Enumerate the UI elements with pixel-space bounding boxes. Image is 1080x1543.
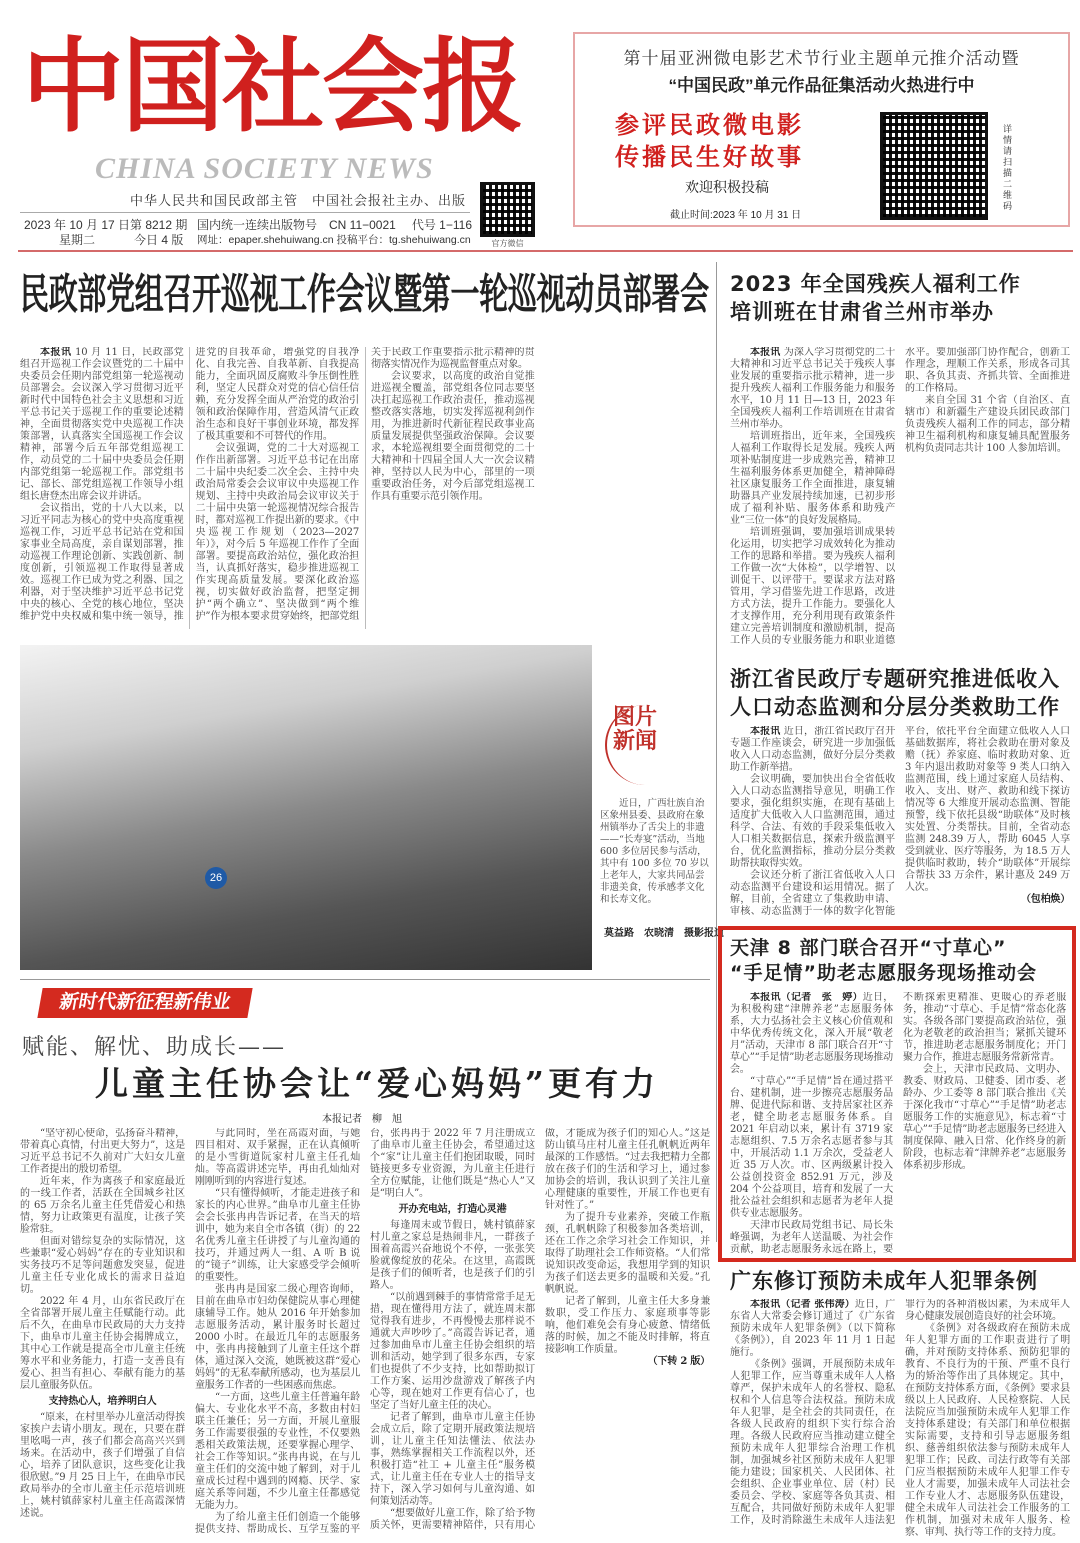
column-divider [716,262,717,1242]
tianjin-article-body [730,992,1066,1256]
paragraph: 《条例》对各级政府在预防未成年人犯罪方面的工作职责进行了明确，并对预防支持体系、预防犯罪的教育、不良行为的干预、严重不良行为的矫治等作出了具体规定。其中，在预防支持体系方面，《条例》要求县级以上人民政府、人民检察院、人民法院应当加强预防未成年人犯罪工作支持体系建设；有关部门和单位根据实际需要，支持和引导志愿服务组织、慈善组织依法参与预防未成年人犯罪工作；民政、司法行政等有关部门应当根据预防未成年人犯罪工作专业人才需要，加强未成年人司法社会工作专业人才、志愿服务队伍建设，健全未成年人司法社会工作服务的工作机制，加强对未成年人服务、检察、审判、执行等工作的支持力度。 [905,1323,1070,1538]
paragraph: 会议还分析了浙江省低收入人口动态监测平台建设和运用情况。据了解，目前，全省建立了集救助申请、审核、动态监测于一体的数字化智能平台，依托平台全面建立低收入人口基础数据库，将社会救助在册对象及赡（抚）养家庭、临时救助对象、近 3 年内退出救助对象等 9 类人口纳入监测范围，线上通过家庭人员结构、收入、支出、财产、救助和线下探访情况等 6 大维度开展动态监测、智能预警，线下依托县级“助联体”及时核实处置、分类帮扶。目前，全省动态监测 248.39 万人，帮助 6045 人享受到就业、医疗等服务，为 18.5 万人提供临时救助，转介“助联体”开展综合帮扶 33 万余件，累计惠及 249 万人次。 [730,726,1070,917]
paragraph: 会上，天津市民政局、文明办、教委、财政局、卫健委、团市委、老龄办、少工委等 8 部门联合推出《关于深化我市“寸草心”“手足情”助老志愿服务工作的实施意见》，标志着“寸草心”“手足情”助老志愿服务已经进入制度保障、融入日常、化作终身的新阶段，也标志着“津牌养老”志愿服务体系初步形成。 [903,1064,1066,1171]
lead: 本报讯（记者 张 婷） [750,992,863,1003]
date-block [24,218,130,248]
issue-block [130,218,187,248]
paragraph: “一方面，这些儿童主任普遍年龄偏大、专业化水平不高，多数由村妇联主任兼任；另一方面，开展儿童服务工作需要很强的专业性，不仅要熟悉相关政策法规，还要掌握心理学、社会工作等知识。”张冉冉说，在与儿童主任们的交流中她了解到，对于儿童成长过程中遇到的网瘾、厌学、家庭关系等问题，不少儿童主任都感觉无能为力。 [195,1392,360,1511]
disability-headline [730,270,1021,326]
paragraph: 天津市民政局党组书记、局长朱峰强调，为老年人送温暖、为社会作贡献，助老志愿服务永远在路上，要不断探索更精准、更暖心的养老服务，推动“寸草心、手足情”常态化落实。各级各部门要提高政治站位，强化为老敬老的政治担当；紧抓关键环节，推进助老志愿服务制度化；开门聚力合作，推进志愿服务常新常青。 [730,992,1066,1255]
page-count: 今日 4 版 [134,233,184,247]
photo-badge: 26 [205,867,227,889]
lead: 本报讯 [750,726,781,737]
headline-line: “手足情”助老志愿服务现场推动会 [730,962,1037,984]
date: 2023 年 10 月 17 日 [24,218,131,232]
headline-line: 培训班在甘肃省兰州市举办 [730,300,994,324]
paragraph: 但面对错综复杂的实际情况，这些兼职“爱心妈妈”存在的专业知识和实务技巧不足等问题愈发突显，促进儿童主任专业化成长的需求日益迫切。 [20,1236,185,1295]
paragraph: “想要做好儿童工作，除了给予物质关怀，更需要精神陪伴，只有用心做，才能成为孩子们的知心人。”这是防山镇马庄村儿童主任孔帆帆近两年最深的工作感悟。“过去我把精力全都放在孩子们的生活和学习上，通过参加协会的培训，我认识到了关注儿童心理健康的重要性，开展工作也更有针对性了。” [370,1128,710,1531]
tianjin-headline [730,936,1037,986]
issue-number: 第 8212 期 [130,218,188,232]
disability-article-body [730,347,1070,647]
children-subtitle: 赋能、解忧、助成长—— [22,1035,287,1060]
paragraph: 与此同时，坐在高霞对面，与她四目相对、双手紧握，正在认真倾听的是小雪街道阮家村儿童主任孔灿灿。等高霞讲述完毕，再由孔灿灿对刚刚听到的内容进行复述。 [195,1128,360,1187]
lead: 本报讯 [750,347,781,358]
paragraph: 来自全国 31 个省（自治区、直辖市）和新疆生产建设兵团民政部门负责残疾人福利工作的同志，部分精神卫生福利机构和康复辅具配置服务机构负责同志共计 100 人参加培训。 [905,395,1070,454]
paragraph: “以前遇到棘手的事情常常手足无措，现在懂得用方法了，就连周末都觉得我有进步，不再慢慢去那样说不通就大声吵吵了。”高霞告诉记者，通过参加曲阜市儿童主任协会组织的培训和活动，她学到了很多东西，专家们也提供了不少支持，比如帮助拟订工作方案、运用沙盘游戏了解孩子内心等，现在她对工作更有信心了，也坚定了当好儿童主任的决心。 [370,1292,535,1411]
sponsor-line: 中华人民共和国民政部主管 中国社会报社主办、出版 [130,194,467,209]
paragraph: “只有懂得倾听，才能走进孩子和家长的内心世界。”曲阜市儿童主任协会会长张冉冉告诉记者，在当天的培训中，她为来自全市各镇（街）的 22 名优秀儿童主任讲授了与儿童沟通的技巧，并通过两人一组、A 听 B 说的“镜子”训练，让大家感受学会倾听的重要性。 [195,1188,360,1283]
paragraph: 每逢周末或节假日，姚村镇薛家村儿童之家总是热闹非凡，一群孩子围着高霞兴奋地说个不停，一张张笑脸就像绽放的花朵。在这里，高霞既是孩子们的倾听者，也是孩子们的引路人。 [370,1220,535,1291]
main-article-body [20,347,710,629]
photo-caption: 近日，广西壮族自治区象州县委、县政府在象州镇举办了舌尖上的非遗——“长寿宴”活动，当地 600 多位居民参与活动，其中有 100 多位 70 岁以上老年人，大家共同品尝非遗美食，传承感孝文化和长寿文化。 [600,798,709,905]
cn-number: 国内统一连续出版物号 CN 11−0021 [197,218,396,232]
paragraph: 记者了解到，儿童主任大多身兼数职，受工作压力、家庭琐事等影响，他们难免会有身心疲惫、情绪低落的时候，加之不能及时排解，将直接影响工作质量。 [545,1296,710,1355]
children-headline: 儿童主任协会让“爱心妈妈”更有力 [95,1064,659,1103]
paragraph: 会议明确，要加快出台全省低收入人口动态监测指导意见，明确工作要求，强化组织实施，在现有基础上适度扩大低收入人口监测范围，通过科学、合法、有效的手段采集低收入人口相关数据信息，探索升级监测平台，优化监测指标，推动分层分类救助帮扶取得实效。 [730,774,895,869]
ad-deadline: 截止时间:2023 年 10 月 31 日 [670,210,802,221]
main-headline: 民政部党组召开巡视工作会议暨第一轮巡视动员部署会 [20,272,709,319]
paragraph: 近日，为积极构建“津牌养老”志愿服务体系，大力弘扬社会主义核心价值观和中华优秀传统文化，深入开展“敬老月”活动，天津市 8 部门联合召开“寸草心”“手足情”助老志愿服务现场推动会。 [730,992,893,1075]
headline-line: 天津 8 部门联合召开“寸草心” [730,937,1007,959]
website[interactable]: 网址：epaper.shehuiwang.cn 投稿平台：tg.shehuiwang.cn [197,234,471,246]
ad-scan-hint: 详情请扫描二维码 [1003,124,1013,211]
headline-line: 2023 年全国残疾人福利工作 [730,272,1021,296]
ad-welcome: 欢迎积极投稿 [685,179,769,195]
zhejiang-headline [730,665,1060,721]
divider [20,979,710,980]
paragraph: “寸草心”“手足情”旨在通过搭平台、建机制，进一步擦亮志愿服务品牌、促进代际和谐、支持居家社区养老，健全助老志愿服务体系。自 2021 年启动以来，累计有 3719 家志愿组织、7.5 万余名志愿者参与其中，开展活动 1.1 万余次，受益老人近 35 万人次。市、区两级累计投入公益创投资金 852.91 万元，涉及 204 个公益项目，培育和发展了一大批公益社会组织和志愿者为老年人提供专业志愿服务。 [730,1076,893,1219]
paragraph: “原来，在村里举办儿童活动得挨家挨户去请小朋友。现在，只要在群里吆喝一声，孩子们都会高高兴兴到场来。在活动中，孩子们增强了自信心，培养了团队意识，这些变化让我很欣慰。”9 月 25 日上午，在曲阜市民政局举办的全市儿童主任示范培训班上，姚村镇薛家村儿童主任高霞深情述说。 [20,1412,185,1519]
headline-line: 人口动态监测和分层分类救助工作 [730,695,1060,719]
lead: 本报讯 [40,347,72,358]
paragraph: 近日，浙江省民政厅召开专题工作座谈会，研究进一步加强低收入人口动态监测，做好分层分类救助工作新举措。 [730,726,895,773]
continued-note[interactable]: （下转 2 版） [647,1356,710,1367]
postal-code: 代号 1−116 [411,218,472,232]
paragraph: 记者了解到，曲阜市儿童主任协会成立后，除了定期开展政策法规培训，让儿童主任知法懂法、依法办事，熟练掌握相关工作流程以外，还积极打造“社工 + 儿童主任”服务模式，让儿童主任在专业人士的指导支持下，深入学习如何与儿童沟通、如何策划活动等。 [370,1412,535,1507]
paragraph: “坚守初心使命，弘扬奋斗精神，带着真心真情，付出更大努力”，这是习近平总书记不久前对广大妇女儿童工作者提出的殷切希望。 [20,1128,185,1175]
guangdong-headline: 广东修订预防未成年人犯罪条例 [730,1269,1038,1293]
film-festival-ad [573,32,1070,227]
wechat-qr-code[interactable] [480,182,535,237]
qr-label: 官方微信 [491,239,524,248]
newspaper-logo: 中国社会报 [22,27,522,147]
paragraph: 培训班强调，要加强培训成果转化运用，切实把学习成效转化为推动工作的思路和举措。要为残疾人福利工作做一次“大体检”，以学增智、以训促干、以评带干。要谋求方法对路管用，学习借鉴先进工作思路，改进方式方法，提升工作能力。要强化人才支撑作用，充分利用现有政策条件建立完善培训制度和激励机制，提高工作人员的专业服务能力和职业道德水平。要加强部门协作配合，创新工作理念，理顺工作关系，形成各司其职、各负其责、齐抓共管、全面推进的工作格局。 [730,347,1070,646]
zhejiang-credit: （包柏焕） [1021,894,1070,905]
children-article-body [20,1128,710,1538]
paragraph: 2022 年 4 月，山东省民政厅在全省部署开展儿童主任赋能行动。此后不久，在曲阜市民政局的大力支持下，曲阜市儿童主任协会揭牌成立，其中心工作就是提高全市儿童主任统筹水平和业务能力，打造一支善良有爱心、担当有担心、奉献有能力的基层儿童服务队伍。 [20,1296,185,1391]
lead: 本报讯（记者 张伟涛） [750,1299,855,1310]
ad-qr-code[interactable] [880,112,988,220]
headline-line: 浙江省民政厅专题研究推进低收入 [730,667,1060,691]
longevity-banquet-photo [20,645,592,970]
paragraph: 10 月 11 日，民政部党组召开巡视工作会议暨党的二十届中央委员会任期内部党组第一轮巡视动员部署会。会议深入学习贯彻习近平新时代中国特色社会主义思想和习近平总书记关于巡视工作的重要论述精神，全面贯彻落实党中央巡视工作决策部署，认真落实全国巡视工作会议精神，部署今后五年部党组巡视工作，动员党的二十届中央委员会任期内部党组第一轮巡视工作。部党组书记、部长、部党组巡视工作领导小组组长唐登杰出席会议并讲话。 [20,347,184,502]
paragraph: 为了给儿童主任们创造一个能够提供支持、帮助成长、互学互鉴的平台，张冉冉于 2022 年 7 月注册成立了曲阜市儿童主任协会，希望通过这个“家”让儿童主任们抱团取暖，同时链接更多专业资源，为儿童主任进行全方位赋能，让他们既是“热心人”又是“明白人”。 [195,1128,535,1535]
ad-line1: 第十届亚洲微电影艺术节行业主题单元推介活动暨 [623,49,1020,69]
paragraph: 《条例》强调，开展预防未成年人犯罪工作，应当尊重未成年人人格尊严，保护未成年人的名誉权、隐私权和个人信息等合法权益。预防未成年人犯罪，是全社会的共同责任，在各级人民政府的组织下实行综合治理。各级人民政府应当推动建立健全预防未成年人犯罪综合治理工作机制，加强城乡社区预防未成年人犯罪能力建设；国家机关、人民团体、社会组织、企业事业单位、居（村）民委员会、学校、家庭等各负其责、相互配合，共同做好预防未成年人犯罪工作，及时消除滋生未成年人违法犯罪行为的各种消极因素，为未成年人身心健康发展创造良好的社会环境。 [730,1299,1070,1526]
weekday: 星期二 [59,233,96,247]
guangdong-article-body [730,1299,1070,1539]
subheading: 支持热心人，培养明白人 [48,1396,157,1407]
ad-slogan-1: 参评民政微电影 [615,110,804,139]
section-banner: 新时代新征程新伟业 [37,988,252,1018]
paragraph: 为深入学习贯彻党的二十大精神和习近平总书记关于残疾人事业发展的重要指示批示精神，进一步提升残疾人福利工作服务能力和服务水平，10 月 11 日—13 日，2023 年全国残疾人福利工作培训班在甘肃省兰州市举办。 [730,347,895,430]
paragraph: 近日，广东省人大常委会修订通过了《广东省预防未成年人犯罪条例》（以下简称《条例》），自 2023 年 11 月 1 日起施行。 [730,1299,895,1358]
paragraph: 会议强调，党的二十大对巡视工作作出新部署。习近平总书记在出席二十届中央纪委二次全会、主持中央政治局常委会会议审议中央巡视工作规划、主持中央政治局会议审议关于二十届中央第一轮巡视情况综合报告时，都对巡视工作提出新的要求。《中央巡视工作规划（2023—2027 年）》，对今后 5 年巡视工作作了全面部署。要提高政治站位，强化政治担当，认真抓好落实，稳步推进巡视工作实现高质量发展。要深化政治巡视，切实做好政治监督，把坚定拥护“两个确立”、坚决做到“两个维护”作为根本要求贯穿始终，把部党组关于民政工作重要指示批示精神的贯彻落实情况作为巡视监督重点对象。 [195,347,535,622]
photo-credit: 莫益路 农晓清 摄影报道 [604,928,724,939]
children-byline: 本报记者 柳 旭 [322,1114,402,1125]
photo-news-stamp: 图片新闻 [605,705,663,785]
divider [20,212,470,213]
paragraph: 培训班指出，近年来，全国残疾人福利工作取得长足发展。残疾人两项补贴制度进一步成熟完善，精神卫生福利服务体系更加健全，精神障碍社区康复服务工作全面推进，康复辅助器具产业发展持续加速，已初步形成了福利补贴、服务体系和助残产业“三位一体”的良好发展格局。 [730,431,895,526]
ad-slogan-2: 传播民生好故事 [615,142,804,171]
masthead-divider [18,250,1073,252]
paragraph: 会议要求，以高度的政治自觉推进巡视全覆盖，部党组各位同志要坚决扛起巡视工作政治责任，推动巡视整改落实落地，切实发挥巡视利剑作用，为推进新时代新征程民政事业高质量发展提供坚强政治保障。会议要求，本轮巡视组要全面贯彻党的二十大精神和十四届全国人大一次会议精神，坚持以人民为中心，部里的一项重要政治任务，对今后部党组巡视工作具有重要示范引领作用。 [371,371,535,502]
paragraph: 会议指出，党的十八大以来，以习近平同志为核心的党中央高度重视巡视工作，习近平总书记站在党和国家事业全局高度，亲自谋划部署，推动巡视工作理论创新、实践创新、制度创新，引领巡视工作取得显著成效。巡视工作已成为党之利器、国之利器，对于坚决维护习近平总书记党中央的核心、全党的核心地位，坚决维护党中央权威和集中统一领导，推进党的自我革命，增强党的自我净化、自我完善、自我革新、自我提高能力，全面巩固反腐败斗争压倒性胜利，坚定人民群众对党的信心信任信赖，充分发挥全面从严治党的政治引领和政治保障作用，营造风清气正政治生态和良好干事创业环境，都发挥了极其重要和不可替代的作用。 [20,347,359,622]
newspaper-logo-english: CHINA SOCIETY NEWS [95,152,434,185]
publication-info [197,218,472,248]
paragraph: 张冉冉是国家二级心理咨询师，目前在曲阜市妇幼保健院从事心理健康辅导工作。她从 2016 年开始参加志愿服务活动，累计服务时长超过 2000 小时。在最近几年的志愿服务中，张冉冉接触到了儿童主任这个群体，通过深入交流，她既被这群“爱心妈妈”的无私奉献所感动，也为基层儿童服务工作者的一些困惑而焦虑。 [195,1284,360,1391]
paragraph: 近年来，作为离孩子和家庭最近的一线工作者，活跃在全国城乡社区的 65 万余名儿童主任凭借爱心和热情，努力让政策更有温度，让孩子笑脸常驻。 [20,1176,185,1235]
zhejiang-article-body [730,726,1070,922]
subheading: 开办充电站，打造心灵港 [398,1204,507,1215]
ad-line2: “中国民政”单元作品征集活动火热进行中 [668,76,975,95]
paragraph: 为了提升专业素养，突破工作瓶颈，孔帆帆除了积极参加各类培训，还在工作之余学习社会工作知识，并取得了助理社会工作师资格。“人们常说知识改变命运，我想用学到的知识为孩子们送去更多的温暖和关爱。”孔帆帆说。 [545,1212,710,1295]
ad-slogan [615,109,804,173]
